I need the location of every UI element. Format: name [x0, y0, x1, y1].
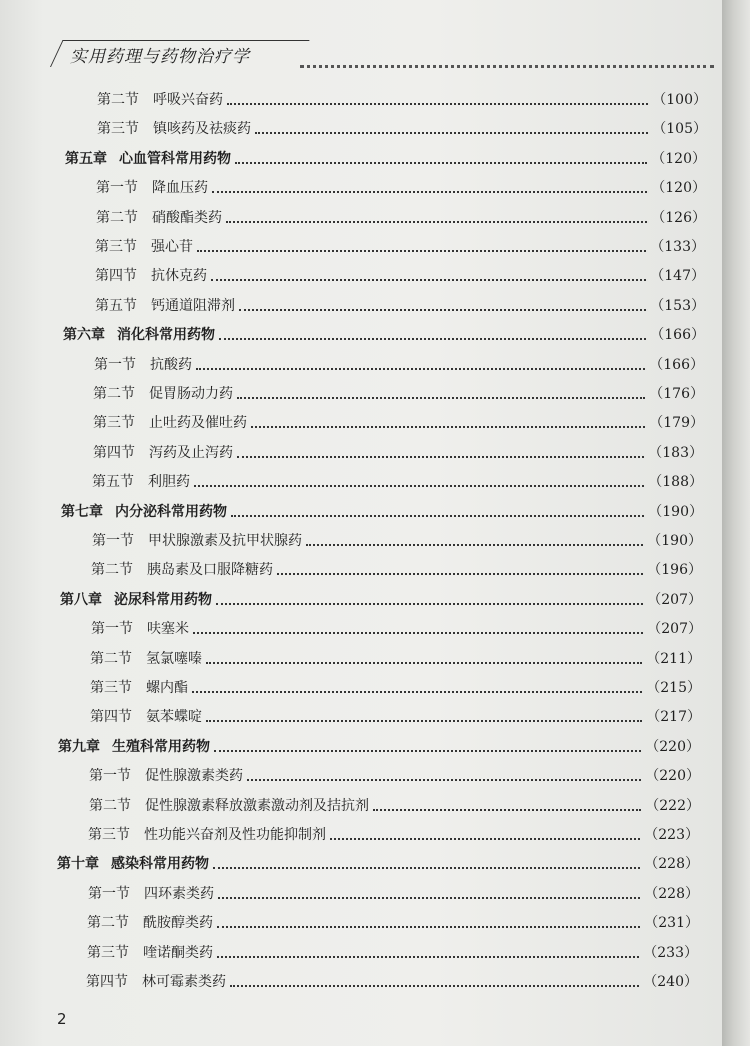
toc-entry-title: 氢氯噻嗪	[146, 651, 202, 667]
book-spine-shadow	[722, 0, 750, 1046]
dot-leader	[213, 867, 640, 869]
toc-entry-number: 第五章	[65, 151, 107, 167]
toc-entry-number: 第七章	[61, 504, 103, 520]
dot-leader	[193, 632, 643, 634]
toc-entry-number: 第二节	[91, 562, 133, 578]
toc-section	[95, 290, 705, 316]
toc-entry-number: 第一节	[94, 357, 136, 373]
toc-section	[90, 701, 701, 727]
toc-entry-page: （207）	[647, 621, 702, 637]
toc-section	[95, 260, 705, 286]
toc-entry-page: （176）	[649, 386, 704, 402]
toc-entry-number: 第九章	[58, 739, 100, 755]
toc-section	[90, 672, 701, 698]
dot-leader	[206, 720, 642, 722]
dot-leader	[237, 456, 644, 458]
dot-leader	[206, 662, 642, 664]
dot-leader	[218, 897, 640, 899]
toc-section	[96, 172, 706, 198]
toc-section	[97, 113, 707, 139]
toc-entry-page: （231）	[644, 915, 699, 931]
toc-entry-number: 第四节	[93, 445, 135, 461]
toc-entry-number: 第四节	[95, 268, 137, 284]
toc-entry-page: （220）	[645, 768, 700, 784]
toc-entry-title: 生殖科常用药物	[112, 739, 210, 755]
toc-entry-number: 第十章	[57, 856, 99, 872]
toc-entry-page: （166）	[650, 327, 705, 343]
toc-section	[93, 437, 703, 463]
toc-entry-number: 第二节	[90, 651, 132, 667]
toc-entry-page: （120）	[651, 151, 706, 167]
toc-section	[88, 819, 699, 845]
dot-leader	[194, 485, 644, 487]
dot-leader	[255, 132, 648, 134]
toc-chapter	[63, 319, 705, 345]
toc-entry-title: 降血压药	[152, 180, 208, 196]
dot-leader	[373, 809, 641, 811]
toc-section	[88, 878, 699, 904]
dot-leader	[196, 368, 645, 370]
toc-entry-number: 第一节	[92, 533, 134, 549]
toc-entry-title: 胰岛素及口服降糖药	[147, 562, 273, 578]
dot-leader	[251, 426, 645, 428]
toc-entry-page: （233）	[643, 945, 698, 961]
toc-entry-title: 泌尿科常用药物	[114, 592, 212, 608]
toc-section	[96, 202, 706, 228]
toc-entry-number: 第二节	[87, 915, 129, 931]
toc-entry-page: （100）	[652, 92, 707, 108]
toc-entry-title: 利胆药	[148, 474, 190, 490]
dot-leader	[237, 397, 645, 399]
toc-entry-title: 螺内酯	[146, 680, 188, 696]
toc-entry-number: 第八章	[60, 592, 102, 608]
toc-entry-title: 四环素类药	[144, 886, 214, 902]
book-title: 实用药理与药物治疗学	[70, 47, 250, 67]
toc-entry-page: （228）	[644, 886, 699, 902]
toc-entry-title: 抗酸药	[150, 357, 192, 373]
toc-entry-title: 消化科常用药物	[117, 327, 215, 343]
toc-entry-title: 酰胺醇类药	[143, 915, 213, 931]
toc-chapter	[58, 731, 700, 757]
toc-section	[89, 760, 700, 786]
toc-entry-page: （217）	[646, 709, 701, 725]
dot-leader	[227, 103, 648, 105]
dot-leader	[219, 338, 646, 340]
toc-entry-page: （211）	[646, 651, 701, 667]
toc-entry-number: 第三节	[93, 415, 135, 431]
dot-leader	[277, 573, 643, 575]
toc-entry-page: （133）	[650, 239, 705, 255]
toc-section	[90, 643, 701, 669]
toc-entry-title: 内分泌科常用药物	[115, 504, 227, 520]
toc-section	[92, 525, 702, 551]
toc-entry-page: （120）	[651, 180, 706, 196]
toc-section	[93, 378, 704, 404]
toc-entry-page: （228）	[644, 856, 699, 872]
toc-section	[86, 966, 698, 992]
toc-section	[91, 554, 702, 580]
toc-entry-page: （188）	[648, 474, 703, 490]
toc-entry-number: 第一节	[91, 621, 133, 637]
toc-entry-page: （196）	[647, 562, 702, 578]
dot-leader	[235, 162, 647, 164]
toc-entry-title: 促性腺激素类药	[145, 768, 243, 784]
toc-chapter	[61, 496, 703, 522]
toc-section	[87, 937, 698, 963]
dot-leader	[192, 691, 642, 693]
toc-section	[93, 407, 704, 433]
toc-entry-page: （183）	[648, 445, 703, 461]
toc-entry-number: 第三节	[97, 121, 139, 137]
toc-entry-number: 第五节	[92, 474, 134, 490]
toc-entry-page: （215）	[646, 680, 701, 696]
toc-entry-number: 第三节	[95, 239, 137, 255]
toc-entry-title: 抗休克药	[151, 268, 207, 284]
toc-entry-page: （105）	[652, 121, 707, 137]
toc-entry-number: 第二节	[89, 798, 131, 814]
toc-entry-number: 第三节	[88, 827, 130, 843]
toc-entry-page: （153）	[650, 298, 705, 314]
toc-section	[89, 790, 700, 816]
toc-entry-title: 甲状腺激素及抗甲状腺药	[148, 533, 302, 549]
toc-entry-title: 感染科常用药物	[111, 856, 209, 872]
toc-entry-title: 硝酸酯类药	[152, 210, 222, 226]
dot-leader	[217, 956, 639, 958]
toc-entry-page: （126）	[651, 210, 706, 226]
toc-entry-title: 心血管科常用药物	[119, 151, 231, 167]
toc-entry-title: 镇咳药及祛痰药	[153, 121, 251, 137]
dot-leader	[239, 309, 646, 311]
toc-entry-number: 第二节	[96, 210, 138, 226]
toc-entry-title: 呋塞米	[147, 621, 189, 637]
toc-entry-number: 第四节	[90, 709, 132, 725]
toc-section	[92, 466, 703, 492]
toc-entry-page: （220）	[645, 739, 700, 755]
dot-leader	[217, 926, 640, 928]
toc-entry-title: 呼吸兴奋药	[153, 92, 223, 108]
toc-section	[91, 613, 702, 639]
toc-entry-title: 钙通道阻滞剂	[151, 298, 235, 314]
toc-entry-page: （179）	[649, 415, 704, 431]
toc-entry-number: 第一节	[88, 886, 130, 902]
dot-leader	[197, 250, 646, 252]
toc-entry-title: 氨苯蝶啶	[146, 709, 202, 725]
dot-leader	[330, 838, 640, 840]
dot-leader	[231, 515, 644, 517]
toc-entry-number: 第一节	[96, 180, 138, 196]
toc-entry-number: 第二节	[97, 92, 139, 108]
toc-entry-title: 性功能兴奋剂及性功能抑制剂	[144, 827, 326, 843]
dot-leader	[247, 779, 641, 781]
toc-section	[97, 84, 707, 110]
dot-leader	[230, 985, 639, 987]
toc-entry-number: 第三节	[90, 680, 132, 696]
toc-entry-page: （240）	[643, 974, 698, 990]
toc-entry-page: （147）	[650, 268, 705, 284]
toc-entry-number: 第三节	[87, 945, 129, 961]
toc-entry-title: 促胃肠动力药	[149, 386, 233, 402]
toc-entry-page: （207）	[647, 592, 702, 608]
dot-leader	[216, 603, 643, 605]
toc-entry-page: （223）	[644, 827, 699, 843]
toc-entry-title: 泻药及止泻药	[149, 445, 233, 461]
dot-leader	[214, 750, 641, 752]
toc-entry-page: （190）	[647, 533, 702, 549]
page-number: 2	[57, 1010, 67, 1028]
toc-entry-page: （190）	[648, 504, 703, 520]
toc-chapter	[57, 848, 699, 874]
toc-section	[87, 907, 699, 933]
toc-section	[94, 349, 704, 375]
toc-entry-title: 强心苷	[151, 239, 193, 255]
toc-entry-number: 第四节	[86, 974, 128, 990]
dot-leader	[212, 191, 647, 193]
toc-entry-title: 止吐药及催吐药	[149, 415, 247, 431]
toc-entry-title: 林可霉素类药	[142, 974, 226, 990]
toc-entry-title: 促性腺激素释放激素激动剂及拮抗剂	[145, 798, 369, 814]
toc-entry-number: 第六章	[63, 327, 105, 343]
toc-entry-title: 喹诺酮类药	[143, 945, 213, 961]
toc-section	[95, 231, 705, 257]
toc-entry-page: （222）	[645, 798, 700, 814]
dot-leader	[306, 544, 643, 546]
toc-chapter	[65, 143, 706, 169]
toc-entry-number: 第二节	[93, 386, 135, 402]
toc-entry-page: （166）	[649, 357, 704, 373]
toc-entry-number: 第五节	[95, 298, 137, 314]
toc-entry-number: 第一节	[89, 768, 131, 784]
toc-chapter	[60, 584, 702, 610]
dot-leader	[226, 221, 647, 223]
dot-leader	[211, 279, 646, 281]
